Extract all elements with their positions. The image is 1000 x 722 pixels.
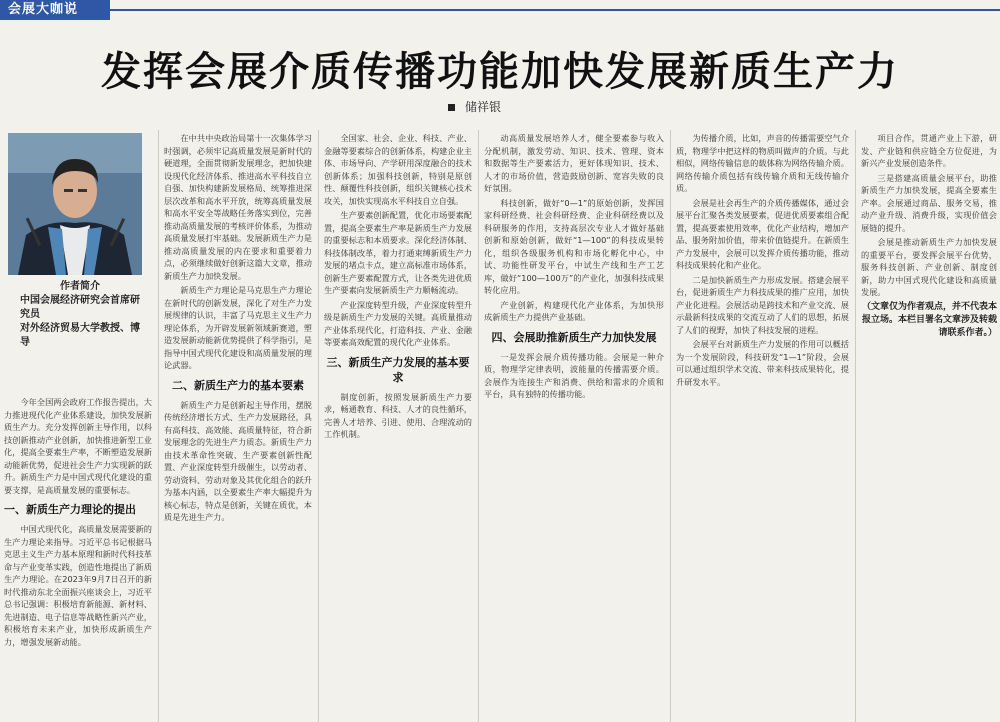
caption-line-1: 中国会展经济研究会首席研究员	[20, 295, 140, 320]
paragraph: 动高质量发展培养人才，健全要素参与收入分配机制，激发劳动、知识、技术、管理、资本和数据等生产要素活力，更好体现知识、技术、人才的市场价值，营造鼓励创新、宽容失败的良好氛围。	[484, 133, 664, 193]
article-column-2	[164, 132, 312, 526]
headline: 发挥会展介质传播功能加快发展新质生产力	[101, 49, 899, 95]
paragraph: 产业深度转型升级，产业深度转型升级是新质生产力发展的关键。高质量推动产业体系现代化，打造科技、产业、金融等要素高效配置的现代化产业体系。	[324, 299, 472, 347]
article-column-6	[861, 132, 997, 340]
paragraph: 科技创新，做好“0—1”的原始创新，发挥国家科研经费、社会科研经费、企业科研经费以及科研服务的作用，支持高层次专业人才做好基础创新和原始创新，做好“1—100”的科技成果转化，组织各级服务机构和市场化孵化中心，中试、功能性研发平台，中试生产线和生产工艺库，做好“100—100万”的产业化，加强科技成果转化应用。	[484, 197, 664, 295]
section-heading-1: 一、新质生产力理论的提出	[4, 503, 136, 516]
paragraph: 全国家、社会、企业、科技、产业、金融等要素综合的创新体系，构建企业主体、市场导向、产学研用深度融合的技术创新体系；加强科技创新，特别是原创性、颠覆性科技创新，组织关键核心技术攻关，加快实现高水平科技自立自强。	[324, 133, 472, 206]
paragraph: 项目合作，贯通产业上下游，研发、产业链和供应链全方位促进，为新兴产业发展创造条件。	[861, 133, 997, 168]
caption-line-2: 对外经济贸易大学教授、博导	[20, 323, 140, 348]
article-column-3	[324, 132, 472, 443]
byline-square-icon	[448, 104, 455, 111]
paragraph: 在中共中央政治局第十一次集体学习时强调，必须牢记高质量发展是新时代的硬道理，全面贯彻新发展理念，把加快建设现代化经济体系、推进高水平科技自立自强、加快构建新发展格局、统筹推进深层次改革和高水平开放，统筹高质量发展和高水平安全等战略任务落实到位，完善推动高质量发展的考核评价体系，为推动高质量发展打牢基础。发展新质生产力是推动高质量发展的内在要求和重要着力点，必须继续做好创新这篇大文章，推动新质生产力加快发展。	[164, 133, 312, 281]
column-rule	[670, 130, 671, 722]
paragraph: 为传播介质，比如，声音的传播需要空气介质，物理学中把这样的物质叫做声的介质。与此相似，网络传输信息的载体称为网络传输介质。网络传输介质包括有线传输介质和无线传输介质。	[676, 133, 849, 193]
author-photo	[8, 133, 142, 275]
editor-note: （文章仅为作者观点，并不代表本报立场。本栏目署名文章涉及转载请联系作者。）	[861, 301, 997, 338]
paragraph: 三是搭建高质量会展平台，助推新质生产力加快发展，提高全要素生产率。会展通过商品、服务交易，推动产业升级、消费升级，实现价值会展链的提升。	[861, 172, 997, 233]
paragraph: 今年全国两会政府工作报告提出，大力推进现代化产业体系建设，加快发展新质生产力。充分发挥创新主导作用，以科技创新推动产业创新，加快推进新型工业化，提高全要素生产率，不断塑造发展新动能新优势，促进社会生产力实现新的跃升。新质生产力是中国式现代化建设的重要支撑，是高质量发展的重要标志。	[4, 397, 152, 495]
author-portrait-illustration	[8, 133, 142, 275]
section-heading-4: 四、会展助推新质生产力加快发展	[491, 330, 657, 344]
paragraph: 会展是社会再生产的介质传播媒体，通过会展平台汇聚各类发展要素，促进优质要素组合配置，提高要素使用效率，优化产业结构，增加产品、服务附加价值，带来价值链提升。在新质生产力发展中，会展可以发挥介质传播功能，推动科技成果转化和产业化。	[676, 197, 849, 270]
paragraph: 中国式现代化，高质量发展需要新的生产力理论来指导。习近平总书记根据马克思主义生产力基本原理和新时代科技革命与产业变革实践，创造性地提出了新质生产力理论。在2023年9月7日召开的新时代推动东北全面振兴座谈会上，习近平总书记强调：积极培育新能源、新材料、先进制造、电子信息等战略性新兴产业，积极培育未来产业，加快形成新质生产力，增强发展新动能。	[4, 524, 152, 647]
paragraph: 新质生产力理论是马克思生产力理论在新时代的创新发展，深化了对生产力发展规律的认识，丰富了马克思主义生产力理论体系，为开辟发展新领域新赛道，塑造发展新动能新优势提供了科学指引，是指导中国式现代化建设和高质量发展的理论武器。	[164, 285, 312, 370]
paragraph: 会展平台对新质生产力发展的作用可以概括为一个发展阶段，科技研发“1—1”阶段，会展可以通过组织学术交流、带来科技成果转化，提升研发水平。	[676, 339, 849, 387]
author-caption	[20, 280, 140, 350]
column-rule	[478, 130, 479, 722]
paragraph: 新质生产力是创新起主导作用，摆脱传统经济增长方式、生产力发展路径，具有高科技、高效能、高质量特征，符合新发展理念的先进生产力质态。新质生产力由技术革命性突破、生产要素创新性配置、产业深度转型升级催生，以劳动者、劳动资料、劳动对象及其优化组合的跃升为基本内涵，以全要素生产率大幅提升为核心标志，特点是创新，关键在质优，本质是先进生产力。	[164, 399, 312, 522]
section-heading-2: 二、新质生产力的基本要素	[172, 378, 304, 392]
paragraph: 二是加快新质生产力形成发展。搭建会展平台，促进新质生产力科技成果的推广应用，加快产业化进程。会展活动是跨技术和产业交流、展示最新科技成果的交流互动了人们的思想，拓展了人们的视野，加快了科技发展的进程。	[676, 274, 849, 335]
article-column-1	[4, 396, 152, 650]
article-column-5	[676, 132, 849, 390]
byline	[448, 98, 501, 115]
column-rule	[158, 130, 159, 722]
paragraph: 会展是推动新质生产力加快发展的重要平台，要发挥会展平台优势，服务科技创新、产业创新、制度创新，助力中国式现代化建设和高质量发展。	[861, 237, 997, 297]
section-rule	[110, 9, 1000, 11]
column-rule	[318, 130, 319, 722]
paragraph: 一是发挥会展介质传播功能。会展是一种介质，物理学定律表明，波能量的传播需要介质。会展作为连接生产和消费、供给和需求的介质和平台，具有独特的传播功能。	[484, 351, 664, 399]
section-heading-3: 三、新质生产力发展的基本要求	[326, 355, 470, 384]
paragraph: 制度创新，按照发展新质生产力要求，畅通教育、科技、人才的良性循环，完善人才培养、引进、使用、合理流动的工作机制。	[324, 391, 472, 439]
author-name: 储祥银	[465, 100, 502, 114]
paragraph: 生产要素创新配置，优化市场要素配置，提高全要素生产率是新质生产力发展的重要标志和本质要求。深化经济体制、科技体制改革，着力打通束缚新质生产力发展的堵点卡点，建立高标准市场体系，创新生产要素配置方式，让各类先进优质生产要素向发展新质生产力顺畅流动。	[324, 210, 472, 295]
section-tag: 会展大咖说	[0, 0, 110, 20]
column-rule	[855, 130, 856, 722]
caption-title: 作者简介	[60, 281, 100, 292]
article-column-4	[484, 132, 664, 403]
paragraph: 产业创新，构建现代化产业体系，为加快形成新质生产力提供产业基础。	[484, 299, 664, 322]
